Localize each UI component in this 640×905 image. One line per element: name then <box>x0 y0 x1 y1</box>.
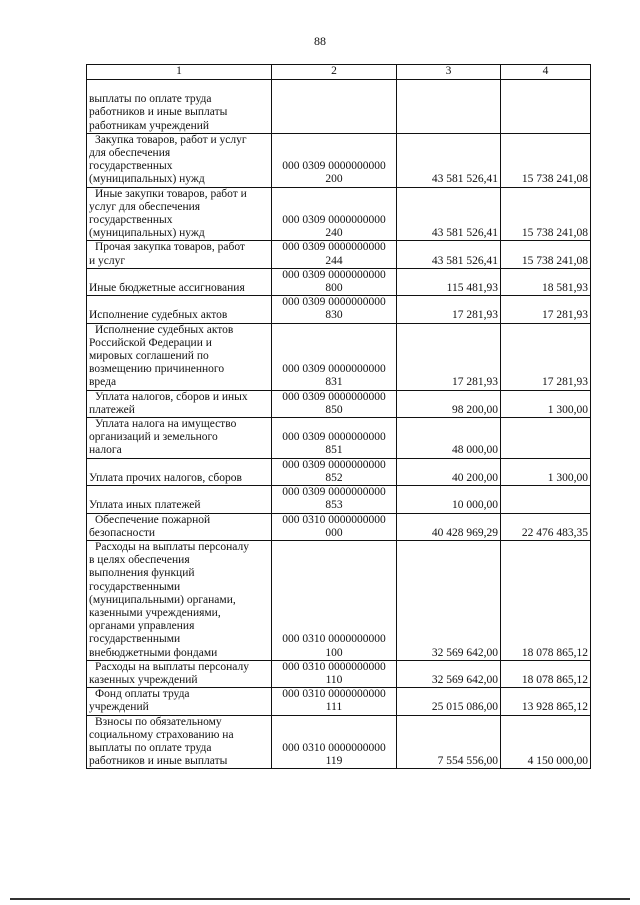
expense-name-line: Расходы на выплаты персоналу <box>95 660 249 673</box>
expense-name <box>87 80 272 134</box>
table-row <box>87 268 591 295</box>
expense-name <box>87 660 272 687</box>
budget-code-line: 240 <box>325 227 343 240</box>
amount-col3: 43 581 526,41 <box>397 241 501 268</box>
expense-name-line: налога <box>89 444 122 457</box>
expense-name-line: выплаты по оплате труда <box>89 741 212 754</box>
expense-name-line: Фонд оплаты труда <box>95 688 190 701</box>
expense-name-line: социальному страхованию на <box>89 728 234 741</box>
budget-code <box>272 187 397 241</box>
expense-name-line: и услуг <box>89 254 126 267</box>
budget-code-line: 852 <box>325 471 343 484</box>
expense-name <box>87 323 272 390</box>
amount-col4: 18 078 865,12 <box>501 540 591 660</box>
amount-col4: 13 928 865,12 <box>501 688 591 715</box>
page-number: 88 <box>314 34 326 48</box>
budget-code-line: 000 0309 0000000000 <box>282 390 386 403</box>
budget-code-line: 000 0310 0000000000 <box>282 688 386 701</box>
expense-name-line <box>89 269 269 282</box>
budget-code <box>272 513 397 540</box>
budget-code-line: 110 <box>325 673 343 686</box>
table-row <box>87 187 591 241</box>
table-row <box>87 241 591 268</box>
amount-col3: 115 481,93 <box>397 268 501 295</box>
bottom-scan-edge <box>10 898 630 900</box>
expense-name-line: Российской Федерации и <box>89 336 212 349</box>
budget-code-line: 000 0309 0000000000 <box>282 241 386 254</box>
table-row <box>87 688 591 715</box>
expense-name-line: в целях обеспечения <box>89 554 190 567</box>
expense-name-line: Обеспечение пожарной <box>95 513 211 526</box>
column-header-1: 1 <box>87 65 272 80</box>
budget-code <box>272 241 397 268</box>
amount-col4: 15 738 241,08 <box>501 187 591 241</box>
expense-name-line: (муниципальных) нужд <box>89 227 205 240</box>
expense-name <box>87 133 272 187</box>
expense-name-line: мировых соглашений по <box>89 350 209 363</box>
budget-code <box>272 296 397 323</box>
expense-name-line: безопасности <box>89 526 156 539</box>
budget-code-line: 830 <box>325 309 343 322</box>
budget-code <box>272 458 397 485</box>
budget-code-line: 000 0310 0000000000 <box>282 741 386 754</box>
amount-col3: 40 200,00 <box>397 458 501 485</box>
table-row <box>87 296 591 323</box>
table-row <box>87 418 591 459</box>
expense-name <box>87 513 272 540</box>
expense-name-line <box>89 80 269 93</box>
amount-col4: 15 738 241,08 <box>501 241 591 268</box>
budget-code-line: 000 <box>325 526 343 539</box>
budget-code-line: 000 0310 0000000000 <box>282 660 386 673</box>
expense-name <box>87 390 272 417</box>
table-header-row <box>87 65 591 80</box>
budget-code-line: 119 <box>325 755 343 768</box>
amount-col3: 43 581 526,41 <box>397 133 501 187</box>
expense-name-line: государственными <box>89 580 181 593</box>
amount-col3: 40 428 969,29 <box>397 513 501 540</box>
amount-col4: 18 581,93 <box>501 268 591 295</box>
budget-code <box>272 323 397 390</box>
budget-table <box>86 64 591 769</box>
expense-name-line: Уплата налогов, сборов и иных <box>95 390 248 403</box>
column-header-2: 2 <box>272 65 397 80</box>
expense-name-line: выполнения функций <box>89 567 195 580</box>
budget-code-line: 000 0309 0000000000 <box>282 268 386 281</box>
amount-col4 <box>501 418 591 459</box>
expense-name <box>87 187 272 241</box>
budget-code-line: 200 <box>325 173 343 186</box>
expense-name-line: государственных <box>89 214 173 227</box>
expense-name-line: (муниципальных) нужд <box>89 173 205 186</box>
amount-col4 <box>501 80 591 134</box>
amount-col4 <box>501 486 591 513</box>
expense-name-line <box>89 459 269 472</box>
amount-col3: 32 569 642,00 <box>397 660 501 687</box>
budget-code <box>272 80 397 134</box>
expense-name-line: казенных учреждений <box>89 673 198 686</box>
expense-name-line: работников и иные выплаты <box>89 106 228 119</box>
expense-name-line: Взносы по обязательному <box>95 715 222 728</box>
amount-col3 <box>397 80 501 134</box>
amount-col3: 32 569 642,00 <box>397 540 501 660</box>
budget-code-line: 800 <box>325 282 343 295</box>
budget-code <box>272 133 397 187</box>
table-row <box>87 323 591 390</box>
expense-name-line: работников и иные выплаты <box>89 755 228 768</box>
expense-name-line: для обеспечения <box>89 147 171 160</box>
expense-name-line: Уплата иных платежей <box>89 499 201 512</box>
budget-code <box>272 390 397 417</box>
budget-code-line: 000 0309 0000000000 <box>282 431 386 444</box>
amount-col3: 7 554 556,00 <box>397 715 501 769</box>
expense-name <box>87 486 272 513</box>
budget-code <box>272 268 397 295</box>
expense-name <box>87 688 272 715</box>
budget-code-line: 000 0309 0000000000 <box>282 214 386 227</box>
expense-name-line: организаций и земельного <box>89 431 218 444</box>
budget-code-line: 000 0309 0000000000 <box>282 458 386 471</box>
expense-name-line: Исполнение судебных актов <box>95 323 234 336</box>
budget-code <box>272 540 397 660</box>
expense-name-line: Уплата прочих налогов, сборов <box>89 471 242 484</box>
budget-code-line: 851 <box>325 444 343 457</box>
amount-col4: 18 078 865,12 <box>501 660 591 687</box>
expense-name-line: Иные закупки товаров, работ и <box>95 187 247 200</box>
budget-code <box>272 688 397 715</box>
amount-col4: 4 150 000,00 <box>501 715 591 769</box>
expense-name-line: платежей <box>89 403 135 416</box>
table-row <box>87 133 591 187</box>
budget-code-line: 244 <box>325 254 343 267</box>
budget-code-line: 000 0310 0000000000 <box>282 513 386 526</box>
expense-name-line: работникам учреждений <box>89 119 210 132</box>
amount-col3: 10 000,00 <box>397 486 501 513</box>
table-row <box>87 540 591 660</box>
amount-col3: 98 200,00 <box>397 390 501 417</box>
expense-name-line <box>89 486 269 499</box>
expense-name-line: государственных <box>89 160 173 173</box>
budget-code-line: 000 0309 0000000000 <box>282 160 386 173</box>
expense-name <box>87 241 272 268</box>
expense-name-line: Уплата налога на имущество <box>95 418 237 431</box>
table-row <box>87 513 591 540</box>
amount-col3: 17 281,93 <box>397 323 501 390</box>
expense-name-line: внебюджетными фондами <box>89 646 218 659</box>
expense-name-line: Прочая закупка товаров, работ <box>95 241 245 254</box>
budget-code <box>272 715 397 769</box>
expense-name <box>87 540 272 660</box>
budget-code <box>272 486 397 513</box>
budget-code-line: 853 <box>325 499 343 512</box>
table-row <box>87 458 591 485</box>
amount-col3: 17 281,93 <box>397 296 501 323</box>
amount-col4: 15 738 241,08 <box>501 133 591 187</box>
column-header-4: 4 <box>501 65 591 80</box>
expense-name <box>87 458 272 485</box>
expense-name-line: выплаты по оплате труда <box>89 93 212 106</box>
budget-code-line <box>274 106 394 119</box>
expense-name <box>87 296 272 323</box>
table-row <box>87 715 591 769</box>
amount-col3: 25 015 086,00 <box>397 688 501 715</box>
expense-name-line: казенными учреждениями, <box>89 606 221 619</box>
amount-col4: 17 281,93 <box>501 296 591 323</box>
amount-col3: 48 000,00 <box>397 418 501 459</box>
expense-name-line: вреда <box>89 376 117 389</box>
expense-name-line: Исполнение судебных актов <box>89 309 228 322</box>
expense-name-line: учреждений <box>89 701 149 714</box>
amount-col3: 43 581 526,41 <box>397 187 501 241</box>
amount-col4: 1 300,00 <box>501 390 591 417</box>
expense-name-line: возмещению причиненного <box>89 363 225 376</box>
budget-code-line: 000 0310 0000000000 <box>282 633 386 646</box>
budget-code-line <box>274 120 394 133</box>
expense-name-line <box>89 296 269 309</box>
budget-code <box>272 660 397 687</box>
expense-name-line: (муниципальными) органами, <box>89 593 236 606</box>
budget-code-line: 100 <box>325 646 343 659</box>
expense-name <box>87 715 272 769</box>
budget-code-line: 000 0309 0000000000 <box>282 296 386 309</box>
expense-name-line: органами управления <box>89 620 195 633</box>
expense-name-line: государственными <box>89 633 181 646</box>
budget-code <box>272 418 397 459</box>
table-row <box>87 486 591 513</box>
column-header-3: 3 <box>397 65 501 80</box>
expense-name-line: Закупка товаров, работ и услуг <box>95 133 247 146</box>
budget-code-line: 000 0309 0000000000 <box>282 363 386 376</box>
table-row <box>87 660 591 687</box>
expense-name-line: услуг для обеспечения <box>89 200 201 213</box>
budget-code-line: 111 <box>325 701 343 714</box>
budget-code-line: 831 <box>325 376 343 389</box>
expense-name-line: Иные бюджетные ассигнования <box>89 282 245 295</box>
expense-name <box>87 268 272 295</box>
amount-col4: 1 300,00 <box>501 458 591 485</box>
table-row <box>87 390 591 417</box>
expense-name-line: Расходы на выплаты персоналу <box>95 540 249 553</box>
expense-name <box>87 418 272 459</box>
budget-code-line: 850 <box>325 403 343 416</box>
amount-col4: 22 476 483,35 <box>501 513 591 540</box>
budget-code-line: 000 0309 0000000000 <box>282 486 386 499</box>
amount-col4: 17 281,93 <box>501 323 591 390</box>
table-row <box>87 80 591 134</box>
